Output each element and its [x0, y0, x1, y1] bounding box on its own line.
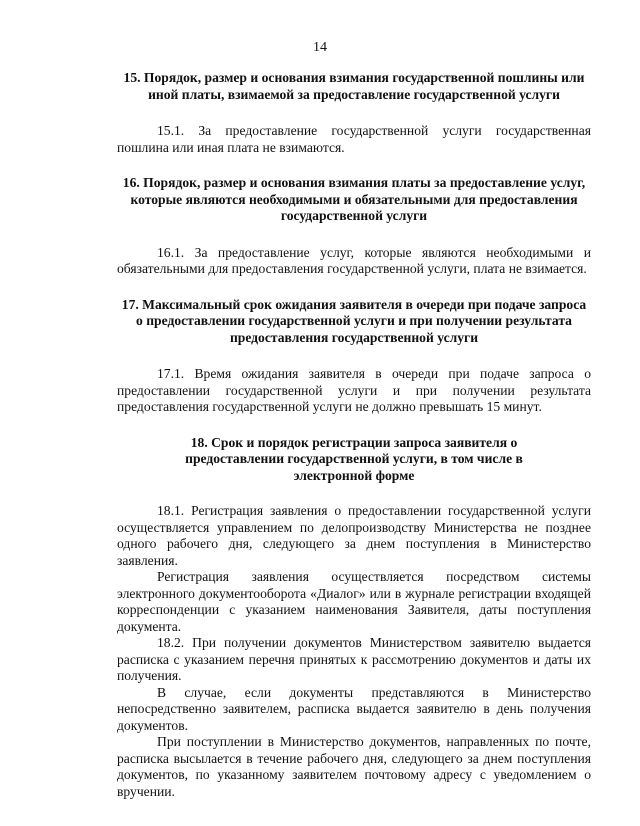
page-number: 14 — [313, 40, 327, 55]
section-heading: 18. Срок и порядок регистрации запроса заявителя о предоставлении государственной услуги, в том числе в электронной форме — [185, 434, 523, 483]
paragraph: 16.1. За предоставление услуг, которые являются необходимыми и обязательными для предоставления государственной услуги, плата не взимается. — [117, 244, 591, 276]
document-body — [117, 70, 591, 800]
section-17 — [117, 297, 591, 416]
paragraph: При поступлении в Министерство документов, направленных по почте, расписка высылается в течение рабочего дня, следующего за днем поступления документов, по указанному заявителем почтовому адресу с уведомлением о вручении. — [117, 734, 591, 799]
section-18 — [117, 435, 591, 801]
paragraph: В случае, если документы представляются в Министерство непосредственно заявителем, расписка выдается заявителю в день получения документов. — [117, 684, 591, 733]
paragraph: 18.1. Регистрация заявления о предоставлении государственной услуги осуществляется управлением по делопроизводству Министерства не позднее одного рабочего дня, следующего за днем поступления в Министерство заявления. — [117, 503, 591, 568]
paragraph: 17.1. Время ожидания заявителя в очереди при подаче запроса о предоставлении государственной услуги и при получении результата предоставления государственной услуги не должно превышать 15 минут. — [117, 366, 591, 414]
paragraph: 15.1. За предоставление государственной услуги государственная пошлина или иная плата не взимаются. — [117, 123, 591, 155]
section-16 — [117, 175, 591, 278]
paragraph: Регистрация заявления осуществляется посредством системы электронного документооборота «Диалог» или в журнале регистрации входящей корреспонденции с указанием наименования Заявителя, даты поступления документа. — [117, 569, 591, 634]
paragraph: 18.2. При получении документов Министерством заявителю выдается расписка с указанием перечня принятых к рассмотрению документов и даты их получения. — [117, 635, 591, 683]
section-heading: 16. Порядок, размер и основания взимания платы за предоставление услуг, которые являются необходимыми и обязательными для предоставления государственной услуги — [122, 175, 586, 223]
section-heading: 15. Порядок, размер и основания взимания государственной пошлины или иной платы, взимаемой за предоставление государственной услуги — [123, 70, 585, 102]
section-15 — [117, 70, 591, 156]
section-heading: 17. Максимальный срок ожидания заявителя в очереди при подаче запроса о предоставлении государственной услуги и при получении результата предоставления государственной услуги — [121, 296, 587, 345]
